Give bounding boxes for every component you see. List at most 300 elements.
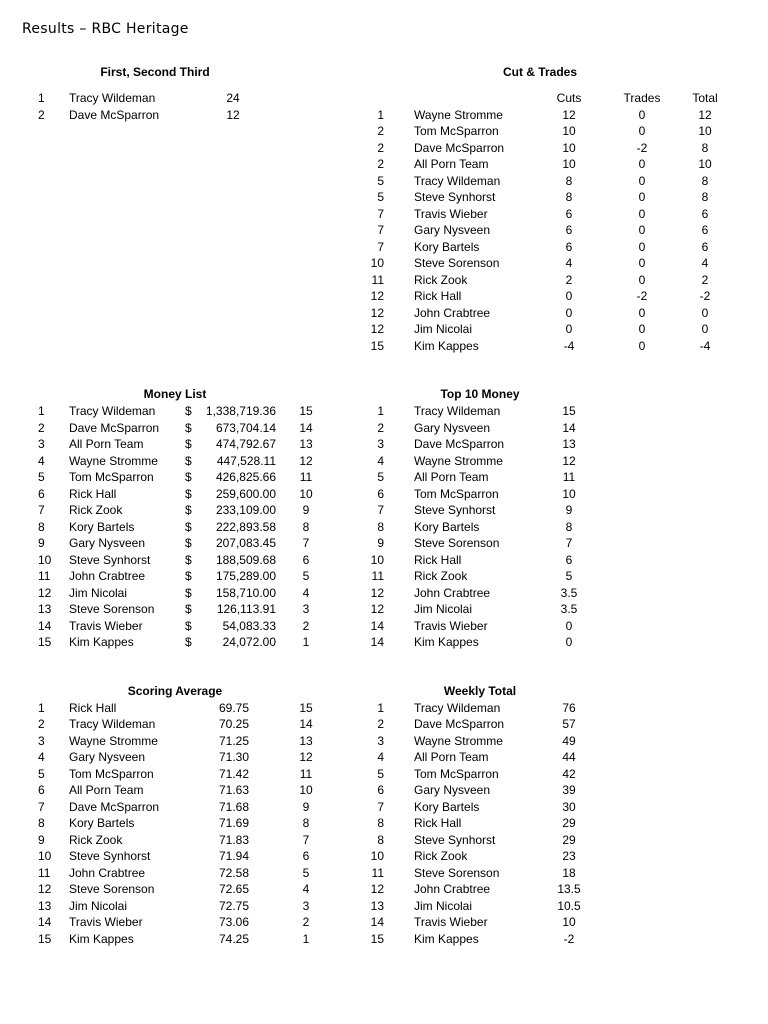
rank-cell: 10 xyxy=(370,552,384,567)
currency-cell: $ xyxy=(185,453,192,468)
amount-cell: 222,893.58 xyxy=(215,519,276,534)
name-cell: Tracy Wildeman xyxy=(69,91,156,105)
name-cell: Tracy Wildeman xyxy=(414,404,501,418)
rank-cell: 14 xyxy=(38,618,52,633)
cut-trades-heading: Cut & Trades xyxy=(502,65,577,79)
points-cell: 14 xyxy=(299,420,313,435)
rank-cell: 9 xyxy=(377,536,384,550)
points-cell: 2 xyxy=(302,915,310,929)
table-row xyxy=(0,782,768,799)
amount-cell: 447,528.11 xyxy=(216,453,276,468)
rank-cell: 7 xyxy=(38,503,45,517)
name-cell: Kim Kappes xyxy=(69,635,134,649)
first-second-third-heading: First, Second Third xyxy=(100,65,210,79)
rank-cell: 13 xyxy=(370,898,384,913)
points-cell: 3.5 xyxy=(560,602,578,616)
total-cell: 8 xyxy=(701,173,709,188)
currency-cell: $ xyxy=(185,437,192,451)
table-row xyxy=(0,321,768,338)
name-cell: Steve Sorenson xyxy=(69,882,155,896)
weekly-total-cell: 10.5 xyxy=(557,898,581,913)
rank-cell: 12 xyxy=(370,322,384,336)
points-cell: 12 xyxy=(226,107,240,122)
rank-cell: 5 xyxy=(377,766,384,781)
name-cell: Kim Kappes xyxy=(414,338,479,353)
trades-cell: 0 xyxy=(638,322,646,336)
rank-cell: 1 xyxy=(377,107,384,122)
cuts-cell: 10 xyxy=(562,157,576,171)
name-cell: Rick Zook xyxy=(414,849,468,863)
total-cell: 8 xyxy=(701,190,709,204)
rank-cell: 12 xyxy=(370,585,384,600)
rank-cell: 14 xyxy=(370,635,384,649)
table-row xyxy=(0,453,768,470)
rank-cell: 7 xyxy=(377,206,384,221)
table-row xyxy=(0,403,768,420)
name-cell: All Porn Team xyxy=(69,437,144,451)
rank-cell: 1 xyxy=(38,91,45,105)
table-row xyxy=(0,123,768,140)
cuts-cell: 8 xyxy=(565,190,573,204)
name-cell: Rick Zook xyxy=(414,272,468,287)
points-cell: 10 xyxy=(299,486,313,501)
rank-cell: 7 xyxy=(377,503,384,517)
cuts-cell: 0 xyxy=(565,305,573,320)
points-cell: 6 xyxy=(302,552,310,567)
trades-cell: 0 xyxy=(638,305,646,320)
points-cell: 0 xyxy=(565,618,573,633)
trades-cell: 0 xyxy=(638,107,646,122)
points-cell: 7 xyxy=(565,536,573,550)
average-cell: 74.25 xyxy=(218,931,250,946)
table-row xyxy=(0,288,768,305)
name-cell: Kory Bartels xyxy=(69,816,135,830)
cuts-cell: 6 xyxy=(565,239,573,254)
currency-cell: $ xyxy=(185,503,192,517)
name-cell: John Crabtree xyxy=(69,569,146,583)
rank-cell: 11 xyxy=(371,865,384,880)
table-row xyxy=(0,865,768,882)
cuts-cell: 8 xyxy=(565,173,573,188)
rank-cell: 2 xyxy=(377,717,384,731)
table-row xyxy=(0,881,768,898)
name-cell: Wayne Stromme xyxy=(414,107,503,122)
name-cell: All Porn Team xyxy=(414,750,489,764)
cuts-cell: 6 xyxy=(565,223,573,237)
rank-cell: 6 xyxy=(377,486,384,501)
currency-cell: $ xyxy=(185,552,192,567)
points-cell: 9 xyxy=(302,799,310,814)
trades-cell: -2 xyxy=(636,140,648,155)
total-cell: 8 xyxy=(701,140,709,155)
rank-cell: 2 xyxy=(38,420,45,435)
table-row xyxy=(0,766,768,783)
name-cell: Travis Wieber xyxy=(69,618,143,633)
table-row xyxy=(0,700,768,717)
points-cell: 9 xyxy=(302,503,310,517)
name-cell: Kim Kappes xyxy=(69,931,134,946)
average-cell: 70.25 xyxy=(218,717,250,731)
rank-cell: 4 xyxy=(38,453,45,468)
name-cell: John Crabtree xyxy=(69,865,146,880)
name-cell: Tracy Wildeman xyxy=(414,700,501,715)
name-cell: Rick Zook xyxy=(414,569,468,583)
table-row xyxy=(0,486,768,503)
rank-cell: 1 xyxy=(377,404,384,418)
rank-cell: 10 xyxy=(38,849,52,863)
currency-cell: $ xyxy=(185,569,192,583)
top10-money-heading: Top 10 Money xyxy=(440,387,520,401)
amount-cell: 188,509.68 xyxy=(215,552,276,567)
points-cell: 6 xyxy=(565,552,573,567)
trades-cell: 0 xyxy=(638,157,646,171)
cuts-cell: 4 xyxy=(565,256,573,270)
name-cell: Kim Kappes xyxy=(414,931,479,946)
name-cell: Kory Bartels xyxy=(414,239,480,254)
name-cell: Dave McSparron xyxy=(69,107,160,122)
weekly-total-cell: 57 xyxy=(562,717,576,731)
name-cell: Kory Bartels xyxy=(414,519,480,534)
weekly-total-cell: 13.5 xyxy=(557,882,581,896)
table-row xyxy=(0,338,768,355)
weekly-total-cell: 44 xyxy=(562,750,576,764)
name-cell: Rick Hall xyxy=(69,486,117,501)
rank-cell: 12 xyxy=(370,882,384,896)
name-cell: Travis Wieber xyxy=(414,915,488,929)
cuts-cell: -4 xyxy=(563,338,575,353)
trades-cell: 0 xyxy=(638,272,646,287)
total-column-header: Total xyxy=(692,91,718,105)
total-cell: 2 xyxy=(701,272,709,287)
name-cell: Kim Kappes xyxy=(414,635,479,649)
name-cell: Gary Nysveen xyxy=(414,783,491,797)
name-cell: Tracy Wildeman xyxy=(69,404,156,418)
rank-cell: 12 xyxy=(370,289,384,303)
table-row xyxy=(0,585,768,602)
points-cell: 3.5 xyxy=(560,585,578,600)
points-cell: 0 xyxy=(565,635,573,649)
table-row xyxy=(0,749,768,766)
rank-cell: 14 xyxy=(370,618,384,633)
name-cell: Kory Bartels xyxy=(69,519,135,534)
name-cell: John Crabtree xyxy=(414,305,491,320)
average-cell: 71.68 xyxy=(218,799,250,814)
name-cell: Wayne Stromme xyxy=(69,733,158,748)
rank-cell: 14 xyxy=(370,915,384,929)
cuts-cell: 10 xyxy=(562,140,576,155)
amount-cell: 426,825.66 xyxy=(215,470,276,484)
rank-cell: 10 xyxy=(370,849,384,863)
points-cell: 8 xyxy=(302,519,310,534)
name-cell: Dave McSparron xyxy=(69,420,160,435)
name-cell: Steve Sorenson xyxy=(414,536,500,550)
currency-cell: $ xyxy=(185,470,192,484)
points-cell: 7 xyxy=(302,832,310,847)
rank-cell: 15 xyxy=(38,931,52,946)
rank-cell: 11 xyxy=(38,569,51,583)
table-row xyxy=(0,898,768,915)
rank-cell: 1 xyxy=(377,700,384,715)
table-row xyxy=(0,568,768,585)
table-row xyxy=(0,931,768,948)
total-cell: 12 xyxy=(698,107,712,122)
currency-cell: $ xyxy=(185,404,192,418)
name-cell: John Crabtree xyxy=(414,882,491,896)
rank-cell: 2 xyxy=(38,717,45,731)
currency-cell: $ xyxy=(185,420,192,435)
points-cell: 3 xyxy=(302,602,310,616)
rank-cell: 7 xyxy=(377,239,384,254)
total-cell: 6 xyxy=(701,239,709,254)
points-cell: 10 xyxy=(299,783,313,797)
rank-cell: 8 xyxy=(38,816,45,830)
table-row xyxy=(0,420,768,437)
average-cell: 71.83 xyxy=(218,832,250,847)
total-cell: 4 xyxy=(701,256,709,270)
rank-cell: 12 xyxy=(38,585,52,600)
points-cell: 11 xyxy=(299,766,313,781)
name-cell: Rick Zook xyxy=(69,503,123,517)
weekly-total-cell: 29 xyxy=(562,832,576,847)
rank-cell: 7 xyxy=(377,799,384,814)
rank-cell: 11 xyxy=(371,272,384,287)
rank-cell: 10 xyxy=(370,256,384,270)
points-cell: 9 xyxy=(565,503,573,517)
trades-cell: 0 xyxy=(638,256,646,270)
amount-cell: 259,600.00 xyxy=(215,486,276,501)
trades-cell: 0 xyxy=(638,190,646,204)
points-cell: 5 xyxy=(302,865,310,880)
rank-cell: 5 xyxy=(38,470,45,484)
points-cell: 1 xyxy=(302,931,310,946)
points-cell: 4 xyxy=(302,882,310,896)
rank-cell: 15 xyxy=(38,635,52,649)
rank-cell: 6 xyxy=(38,486,45,501)
name-cell: Travis Wieber xyxy=(69,915,143,929)
name-cell: Tracy Wildeman xyxy=(414,173,501,188)
amount-cell: 474,792.67 xyxy=(215,437,276,451)
points-cell: 24 xyxy=(226,91,240,105)
total-cell: 6 xyxy=(701,223,709,237)
rank-cell: 13 xyxy=(38,898,52,913)
average-cell: 71.42 xyxy=(218,766,250,781)
cut-trades-column-headers xyxy=(0,90,768,107)
rank-cell: 2 xyxy=(377,420,384,435)
points-cell: 13 xyxy=(299,733,313,748)
average-cell: 71.63 xyxy=(218,783,250,797)
table-row xyxy=(0,140,768,157)
table-row xyxy=(0,107,768,124)
name-cell: Jim Nicolai xyxy=(414,898,473,913)
name-cell: Steve Synhorst xyxy=(414,832,496,847)
cuts-cell: 10 xyxy=(562,124,576,138)
name-cell: Kory Bartels xyxy=(414,799,480,814)
points-cell: 13 xyxy=(299,437,313,451)
rank-cell: 12 xyxy=(370,602,384,616)
name-cell: Dave McSparron xyxy=(414,140,505,155)
average-cell: 72.58 xyxy=(218,865,250,880)
weekly-total-cell: 49 xyxy=(562,733,576,748)
average-cell: 71.94 xyxy=(218,849,250,863)
name-cell: Gary Nysveen xyxy=(414,223,491,237)
rank-cell: 6 xyxy=(38,783,45,797)
table-row xyxy=(0,618,768,635)
name-cell: Travis Wieber xyxy=(414,206,488,221)
cuts-cell: 12 xyxy=(562,107,576,122)
name-cell: Steve Synhorst xyxy=(69,849,151,863)
table-row xyxy=(0,173,768,190)
amount-cell: 126,113.91 xyxy=(216,602,276,616)
rank-cell: 12 xyxy=(38,882,52,896)
table-row xyxy=(0,519,768,536)
cuts-cell: 2 xyxy=(565,272,573,287)
rank-cell: 9 xyxy=(38,832,45,847)
rank-cell: 2 xyxy=(38,107,45,122)
rank-cell: 5 xyxy=(377,190,384,204)
rank-cell: 10 xyxy=(38,552,52,567)
points-cell: 14 xyxy=(562,420,576,435)
rank-cell: 2 xyxy=(377,157,384,171)
table-row xyxy=(0,156,768,173)
name-cell: Steve Synhorst xyxy=(414,503,496,517)
name-cell: Jim Nicolai xyxy=(69,898,128,913)
table-row xyxy=(0,272,768,289)
rank-cell: 2 xyxy=(377,140,384,155)
cuts-cell: 6 xyxy=(565,206,573,221)
points-cell: 15 xyxy=(562,404,576,418)
rank-cell: 5 xyxy=(377,173,384,188)
weekly-total-cell: 10 xyxy=(562,915,576,929)
name-cell: Rick Hall xyxy=(414,816,462,830)
average-cell: 71.25 xyxy=(218,733,250,748)
table-row xyxy=(0,436,768,453)
rank-cell: 14 xyxy=(38,915,52,929)
trades-column-header: Trades xyxy=(623,91,661,105)
name-cell: All Porn Team xyxy=(414,157,489,171)
name-cell: Steve Sorenson xyxy=(414,256,500,270)
name-cell: Wayne Stromme xyxy=(69,453,158,468)
rank-cell: 8 xyxy=(377,816,384,830)
name-cell: Tracy Wildeman xyxy=(69,717,156,731)
name-cell: Tom McSparron xyxy=(69,766,154,781)
trades-cell: 0 xyxy=(638,206,646,221)
currency-cell: $ xyxy=(185,536,192,550)
page-title: Results – RBC Heritage xyxy=(22,21,189,37)
currency-cell: $ xyxy=(185,519,192,534)
name-cell: Gary Nysveen xyxy=(69,536,146,550)
rank-cell: 4 xyxy=(377,750,384,764)
points-cell: 8 xyxy=(302,816,310,830)
amount-cell: 54,083.33 xyxy=(222,618,276,633)
points-cell: 4 xyxy=(302,585,310,600)
average-cell: 71.30 xyxy=(218,750,250,764)
points-cell: 13 xyxy=(562,437,576,451)
scoring-average-heading: Scoring Average xyxy=(127,684,223,698)
name-cell: Jim Nicolai xyxy=(69,585,128,600)
rank-cell: 7 xyxy=(377,223,384,237)
points-cell: 8 xyxy=(565,519,573,534)
rank-cell: 15 xyxy=(370,338,384,353)
trades-cell: -2 xyxy=(636,289,648,303)
points-cell: 7 xyxy=(302,536,310,550)
table-row xyxy=(0,799,768,816)
name-cell: Gary Nysveen xyxy=(69,750,146,764)
points-cell: 10 xyxy=(562,486,576,501)
name-cell: Rick Hall xyxy=(414,289,462,303)
weekly-total-cell: 76 xyxy=(562,700,576,715)
weekly-total-heading: Weekly Total xyxy=(443,684,517,698)
amount-cell: 233,109.00 xyxy=(215,503,276,517)
points-cell: 12 xyxy=(299,453,313,468)
table-row xyxy=(0,305,768,322)
trades-cell: 0 xyxy=(638,338,646,353)
name-cell: Jim Nicolai xyxy=(414,602,473,616)
rank-cell: 3 xyxy=(38,733,45,748)
table-row xyxy=(0,914,768,931)
table-row xyxy=(0,634,768,651)
table-row xyxy=(0,502,768,519)
rank-cell: 8 xyxy=(377,519,384,534)
weekly-total-cell: 23 xyxy=(562,849,576,863)
amount-cell: 24,072.00 xyxy=(222,635,276,649)
points-cell: 11 xyxy=(299,470,313,484)
table-row xyxy=(0,733,768,750)
amount-cell: 1,338,719.36 xyxy=(205,404,276,418)
name-cell: Wayne Stromme xyxy=(414,733,503,748)
total-cell: 0 xyxy=(701,305,709,320)
table-row xyxy=(0,255,768,272)
points-cell: 3 xyxy=(302,898,310,913)
currency-cell: $ xyxy=(185,602,192,616)
table-row xyxy=(0,832,768,849)
table-row xyxy=(0,815,768,832)
average-cell: 73.06 xyxy=(218,915,250,929)
rank-cell: 12 xyxy=(370,305,384,320)
name-cell: All Porn Team xyxy=(69,783,144,797)
currency-cell: $ xyxy=(185,585,192,600)
name-cell: Rick Zook xyxy=(69,832,123,847)
name-cell: Travis Wieber xyxy=(414,618,488,633)
name-cell: Tom McSparron xyxy=(414,766,499,781)
rank-cell: 9 xyxy=(38,536,45,550)
weekly-total-cell: 18 xyxy=(562,865,576,880)
amount-cell: 158,710.00 xyxy=(215,585,276,600)
amount-cell: 673,704.14 xyxy=(215,420,276,435)
name-cell: Jim Nicolai xyxy=(414,322,473,336)
rank-cell: 1 xyxy=(38,404,45,418)
rank-cell: 5 xyxy=(38,766,45,781)
points-cell: 11 xyxy=(562,470,576,484)
name-cell: John Crabtree xyxy=(414,585,491,600)
table-row xyxy=(0,189,768,206)
table-row xyxy=(0,469,768,486)
points-cell: 5 xyxy=(565,569,573,583)
rank-cell: 1 xyxy=(38,700,45,715)
trades-cell: 0 xyxy=(638,173,646,188)
trades-cell: 0 xyxy=(638,124,646,138)
currency-cell: $ xyxy=(185,486,192,501)
rank-cell: 5 xyxy=(377,470,384,484)
table-row xyxy=(0,601,768,618)
points-cell: 14 xyxy=(299,717,313,731)
rank-cell: 3 xyxy=(38,437,45,451)
table-row xyxy=(0,222,768,239)
rank-cell: 11 xyxy=(38,865,51,880)
weekly-total-cell: 29 xyxy=(562,816,576,830)
cuts-column-header: Cuts xyxy=(556,91,582,105)
table-row xyxy=(0,239,768,256)
name-cell: Steve Synhorst xyxy=(414,190,496,204)
